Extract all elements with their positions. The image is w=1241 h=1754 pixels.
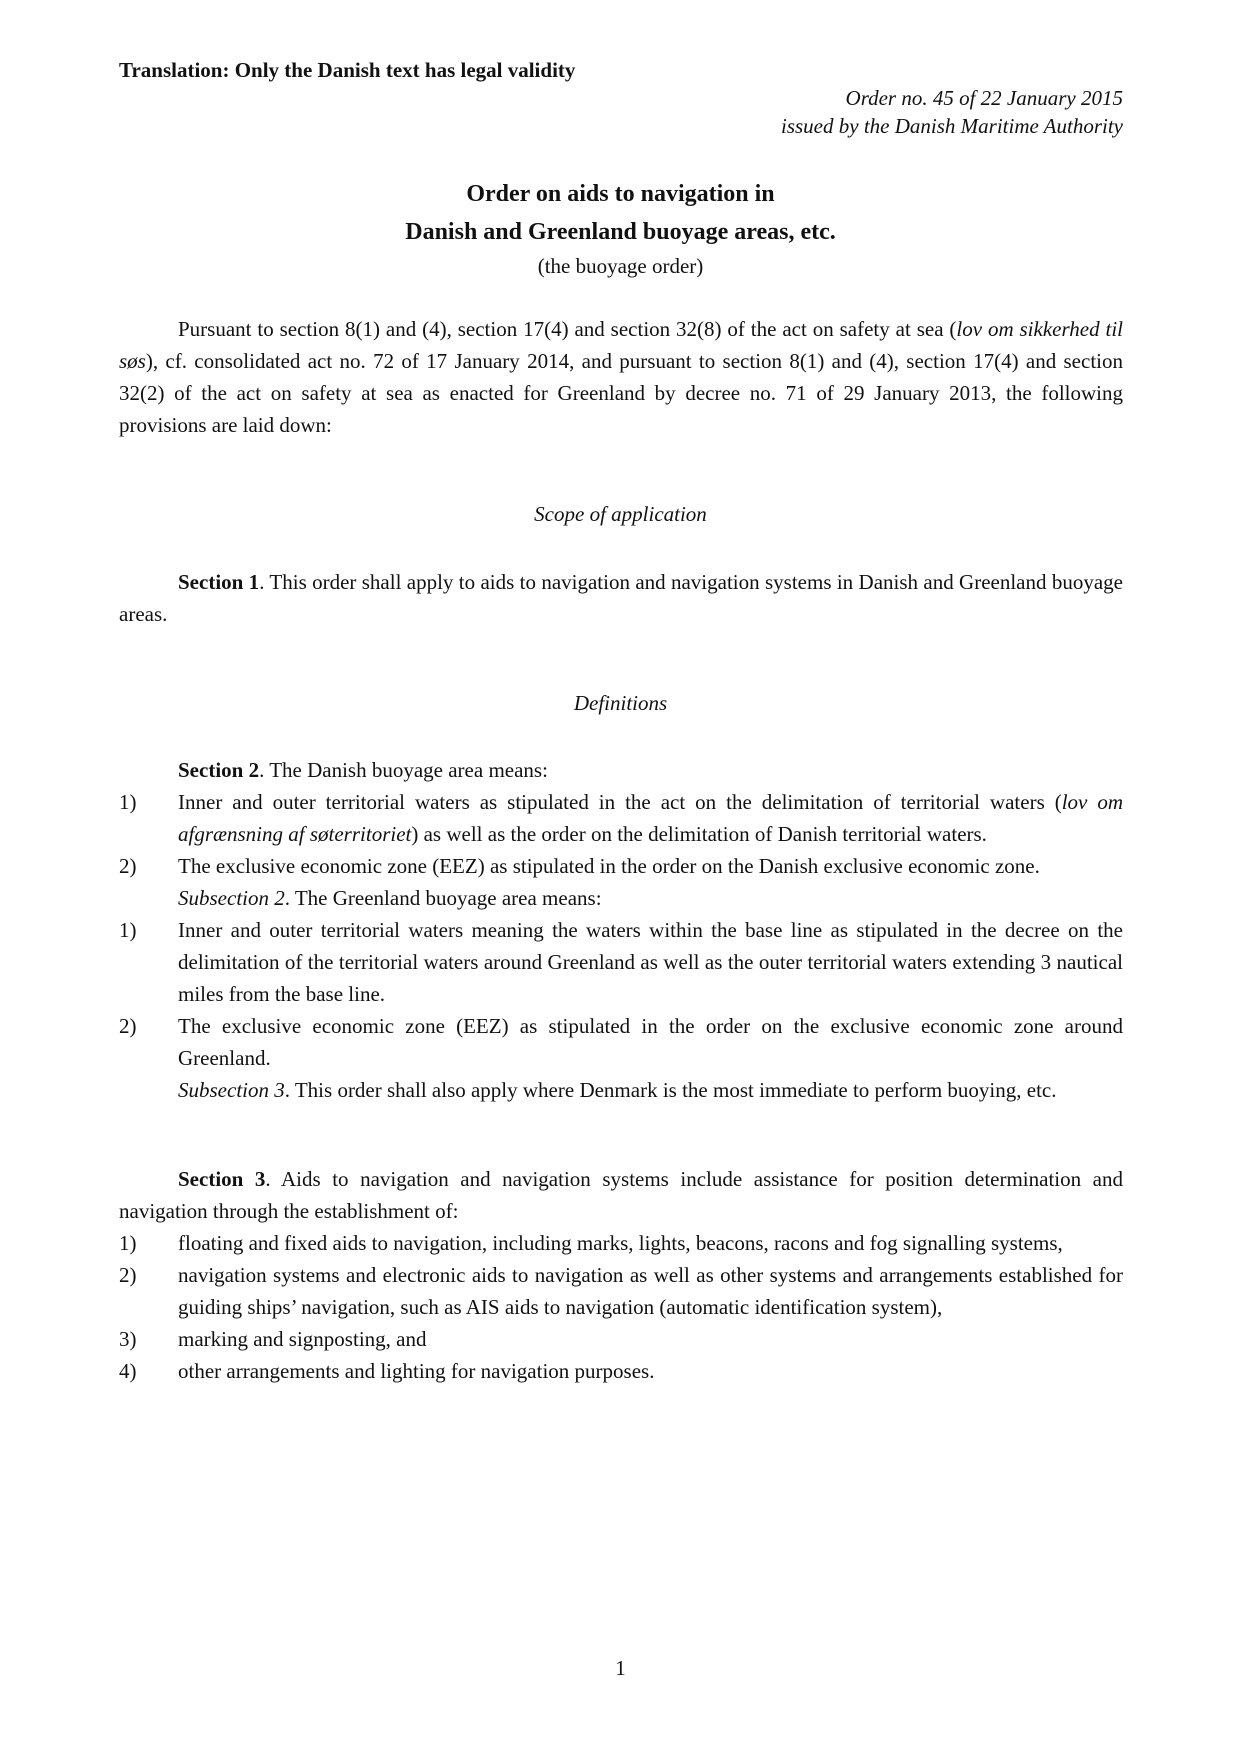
subsection-2	[119, 882, 1123, 914]
list-item-text: Inner and outer territorial waters meaning the waters within the base line as stipulated in the decree on the delimitation of the territorial waters around Greenland as well as the outer territorial waters extending 3 nautical miles from the base line.	[178, 918, 1123, 1006]
list-item-italic: lov om afgrænsning af søterritoriet	[178, 790, 1123, 846]
list-item-text: Inner and outer territorial waters as stipulated in the act on the delimitation of territorial waters (	[178, 790, 1062, 814]
heading-scope: Scope of application	[534, 502, 707, 526]
subsection-2-label: Subsection 2	[178, 886, 285, 910]
list-item-text: other arrangements and lighting for navigation purposes.	[178, 1359, 655, 1383]
list-item-number: 1)	[119, 1231, 137, 1255]
list-item-number: 1)	[119, 790, 137, 814]
section-3-intro	[119, 1163, 1123, 1227]
title-line-2: Danish and Greenland buoyage areas, etc.	[405, 219, 836, 245]
subsection-3-label: Subsection 3	[178, 1078, 285, 1102]
list-item-text: floating and fixed aids to navigation, including marks, lights, beacons, racons and fog signalling systems,	[178, 1231, 1063, 1255]
section-1-text: . This order shall apply to aids to navigation and navigation systems in Danish and Greenland buoyage areas.	[119, 570, 1123, 626]
order-reference	[781, 84, 1123, 140]
order-reference-line-2: issued by the Danish Maritime Authority	[781, 114, 1123, 138]
section-2	[119, 754, 1123, 1106]
section-1	[119, 566, 1123, 630]
subsection-3	[119, 1074, 1123, 1106]
title-line-1: Order on aids to navigation in	[466, 181, 775, 207]
list-item-text: The exclusive economic zone (EEZ) as stipulated in the order on the exclusive economic zone around Greenland.	[178, 1014, 1123, 1070]
list-item	[119, 914, 1123, 1010]
list-item	[119, 850, 1123, 882]
section-3	[119, 1163, 1123, 1387]
list-item	[119, 1010, 1123, 1074]
preamble-text-2: ), cf. consolidated act no. 72 of 17 January 2014, and pursuant to section 8(1) and (4), section 17(4) and section 32(2) of the act on safety at sea as enacted for Greenland by decree no. 71 of 29 January 2013, the following provisions are laid down:	[119, 349, 1123, 437]
list-item	[119, 1355, 1123, 1387]
list-item-number: 3)	[119, 1327, 137, 1351]
section-1-label: Section 1	[178, 570, 260, 594]
page-number: 1	[615, 1656, 626, 1680]
preamble-text-1: Pursuant to section 8(1) and (4), section 17(4) and section 32(8) of the act on safety at sea (	[178, 317, 957, 341]
preamble	[119, 313, 1123, 441]
document-title	[0, 175, 1241, 281]
section-2-intro	[119, 754, 1123, 786]
list-item-number: 2)	[119, 1014, 137, 1038]
list-item	[119, 1227, 1123, 1259]
subsection-2-text: . The Greenland buoyage area means:	[284, 886, 602, 910]
list-item-text: marking and signposting, and	[178, 1327, 427, 1351]
list-item-number: 2)	[119, 854, 137, 878]
list-item-number: 2)	[119, 1263, 137, 1287]
section-3-intro-text: . Aids to navigation and navigation systems include assistance for position determination and navigation through the establishment of:	[119, 1167, 1124, 1223]
list-item	[119, 1323, 1123, 1355]
preamble-italic: lov om sikkerhed til søs	[119, 317, 1123, 373]
subsection-3-text: . This order shall also apply where Denmark is the most immediate to perform buoying, etc.	[284, 1078, 1057, 1102]
list-item-text: The exclusive economic zone (EEZ) as stipulated in the order on the Danish exclusive economic zone.	[178, 854, 1040, 878]
list-item-number: 1)	[119, 918, 137, 942]
list-item	[119, 1259, 1123, 1323]
section-3-label: Section 3	[178, 1167, 266, 1191]
section-2-label: Section 2	[178, 758, 260, 782]
translation-note: Translation: Only the Danish text has legal validity	[119, 58, 576, 82]
list-item-text: navigation systems and electronic aids to navigation as well as other systems and arrangements established for guiding ships’ navigation, such as AIS aids to navigation (automatic identification system),	[178, 1263, 1123, 1319]
order-reference-line-1: Order no. 45 of 22 January 2015	[845, 86, 1123, 110]
title-subtitle: (the buoyage order)	[537, 254, 704, 278]
heading-definitions: Definitions	[573, 691, 668, 715]
list-item	[119, 786, 1123, 850]
section-2-intro-text: . The Danish buoyage area means:	[259, 758, 548, 782]
list-item-text: ) as well as the order on the delimitation of Danish territorial waters.	[411, 822, 987, 846]
list-item-number: 4)	[119, 1359, 137, 1383]
